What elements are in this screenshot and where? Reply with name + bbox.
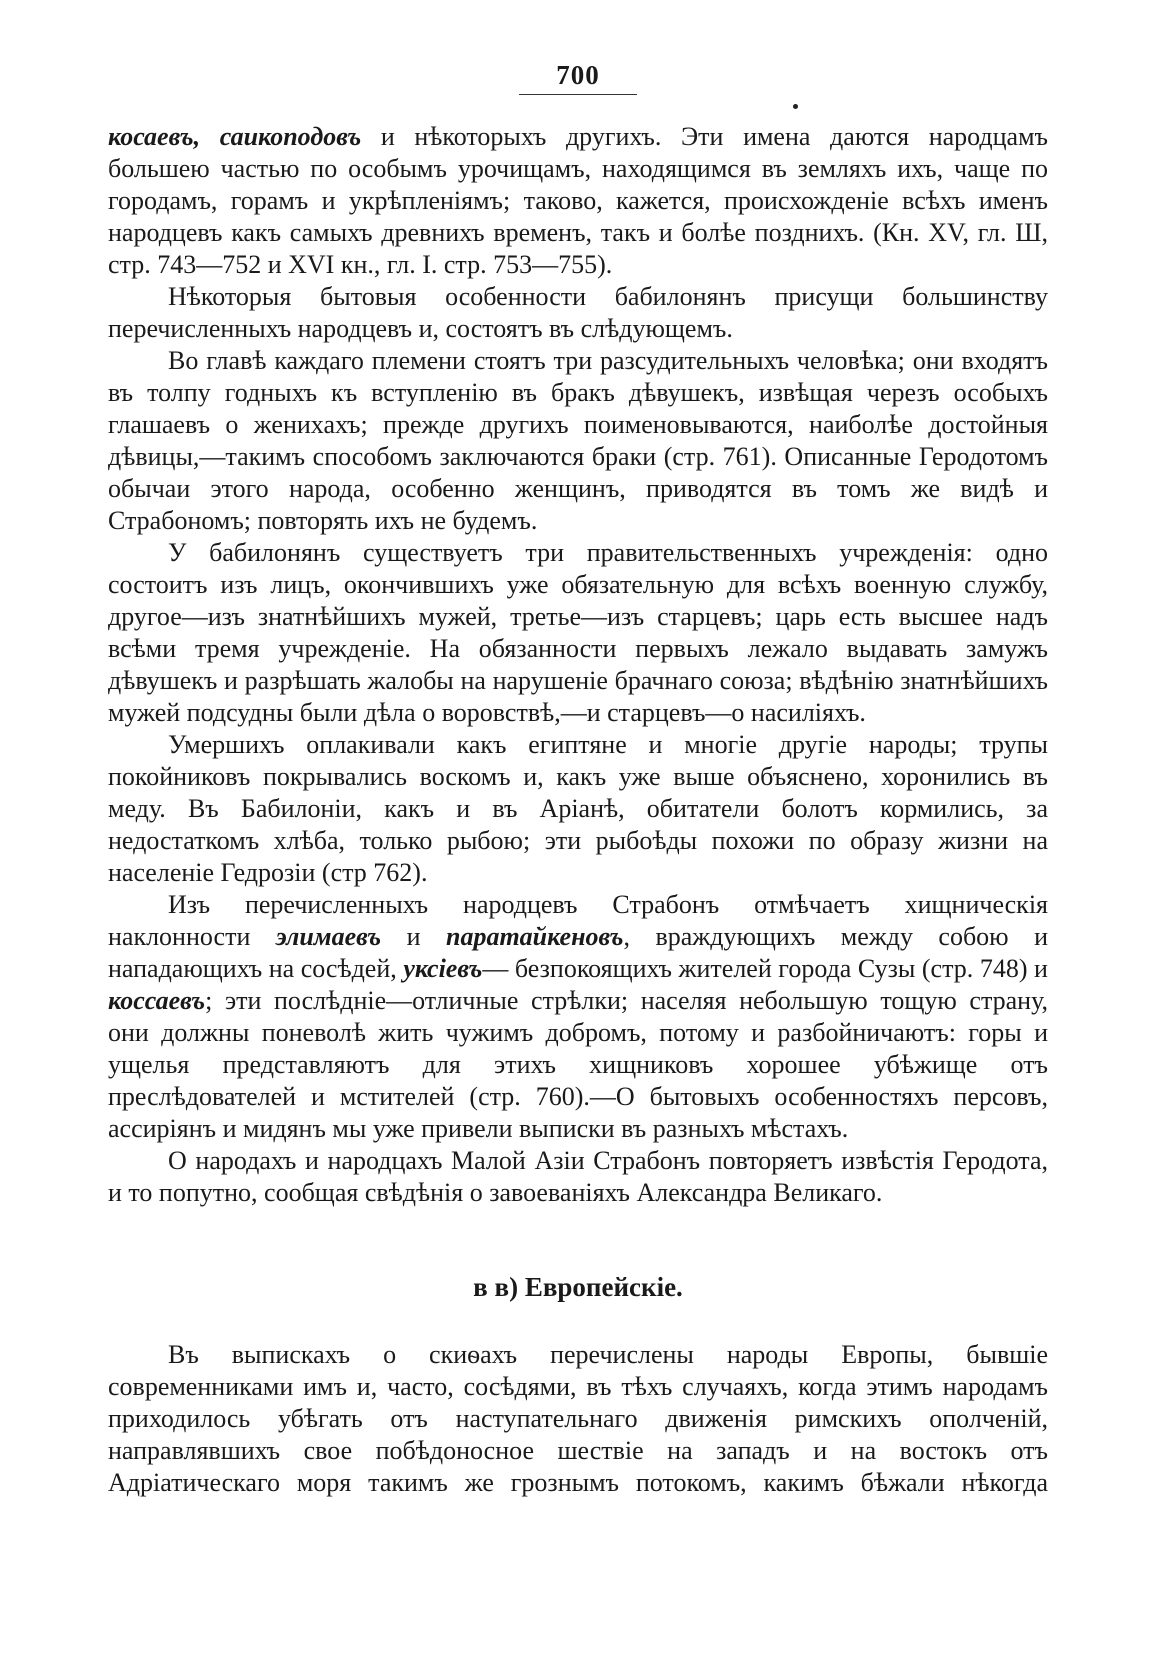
italic-term: коссаевъ (108, 986, 206, 1015)
italic-term: уксіевъ (403, 954, 483, 983)
italic-term: элимаевъ (275, 922, 382, 951)
print-speck (793, 104, 798, 109)
italic-term: паратайкеновъ (445, 922, 624, 951)
text-run: Изъ перечисленныхъ народцевъ Страбонъ отмѣчаетъ хищническія наклонности (108, 890, 1048, 951)
text-run: и нѣкоторыхъ другихъ. Эти имена даются народцамъ большею частью по особымъ урочищамъ, находящимся въ земляхъ ихъ, чаще по городамъ, горамъ и укрѣпленіямъ; таково, кажется, происхожденіе всѣхъ именъ народцевъ какъ самыхъ древнихъ временъ, такъ и болѣе позднихъ. (Кн. XV, гл. Ш, стр. 743—752 и XVI кн., гл. I. стр. 753—755). (108, 122, 1048, 279)
closing-paragraph: Въ выпискахъ о скиѳахъ перечислены народы Европы, бывшіе современниками имъ и, часто, сосѣдями, въ тѣхъ случаяхъ, когда этимъ народамъ приходилось убѣгать отъ наступательнаго движенія римскихъ ополченій, направлявшихъ свое побѣдоносное шествіе на западъ и на востокъ отъ Адріатическаго моря такимъ же грознымъ потокомъ, какимъ бѣжали нѣкогда (108, 1340, 1048, 1497)
paragraph (108, 1145, 1048, 1209)
paragraph (108, 729, 1048, 889)
text-run: У бабилонянъ существуетъ три правительственныхъ учрежденія: одно состоитъ изъ лицъ, окончившихъ уже обязательную для всѣхъ военную службу, другое—изъ знатнѣйшихъ мужей, третье—изъ старцевъ; царь есть высшее надъ всѣми тремя учрежденіе. На обязанности первыхъ лежало выдавать замужъ дѣвушекъ и разрѣшать жалобы на нарушеніе брачнаго союза; вѣдѣнію знатнѣйшихъ мужей подсудны были дѣла о воровствѣ,—и старцевъ—о насиліяхъ. (108, 538, 1048, 727)
paragraph (108, 121, 1048, 281)
paragraph (108, 537, 1048, 729)
text-run: Умершихъ оплакивали какъ египтяне и многіе другіе народы; трупы покойниковъ покрывались воскомъ и, какъ уже выше объяснено, хоронились въ меду. Въ Бабилоніи, какъ и въ Аріанѣ, обитатели болотъ кормились, за недостаткомъ хлѣба, только рыбою; эти рыбоѣды похожи по образу жизни на населеніе Гедрозіи (стр 762). (108, 730, 1048, 887)
text-run: ; эти послѣдніе—отличные стрѣлки; населяя небольшую тощую страну, они должны поневолѣ жить чужимъ добромъ, потому и разбойничаютъ: горы и ущелья представляютъ для этихъ хищниковъ хорошее убѣжище отъ преслѣдователей и мстителей (стр. 760).—О бытовыхъ особенностяхъ персовъ, ассиріянъ и мидянъ мы уже привели выписки въ разныхъ мѣстахъ. (108, 986, 1048, 1143)
text-run: и (381, 922, 446, 951)
page-number: 700 (556, 60, 600, 90)
paragraph (108, 345, 1048, 537)
paragraph (108, 281, 1048, 345)
book-page (108, 60, 1048, 1499)
text-run: О народахъ и народцахъ Малой Азіи Страбонъ повторяетъ извѣстія Геродота, и то попутно, сообщая свѣдѣнія о завоеваніяхъ Александра Великаго. (108, 1146, 1048, 1207)
paragraph (108, 889, 1048, 1145)
text-run: — безпокоящихъ жителей города Сузы (стр. 748) и (482, 954, 1048, 983)
body-text (108, 121, 1048, 1209)
italic-term: косаевъ, саикоподовъ (108, 122, 362, 151)
section-heading: в в) Европейскіе. (473, 1272, 683, 1302)
page-number-rule (519, 94, 637, 95)
text-run: , враждующихъ между собою и нападающихъ на сосѣдей, (108, 922, 1048, 983)
text-run: Нѣкоторыя бытовыя особенности бабилонянъ присущи большинству перечисленныхъ народцевъ и, состоятъ въ слѣдующемъ. (108, 282, 1048, 343)
text-run: Во главѣ каждаго племени стоятъ три разсудительныхъ человѣка; они входятъ въ толпу годныхъ къ вступленію въ бракъ дѣвушекъ, извѣщая черезъ особыхъ глашаевъ о женихахъ; прежде другихъ поименовываются, наиболѣе достойныя дѣвицы,—такимъ способомъ заключаются браки (стр. 761). Описанные Геродотомъ обычаи этого народа, особенно женщинъ, приводятся въ томъ же видѣ и Страбономъ; повторять ихъ не будемъ. (108, 346, 1048, 535)
